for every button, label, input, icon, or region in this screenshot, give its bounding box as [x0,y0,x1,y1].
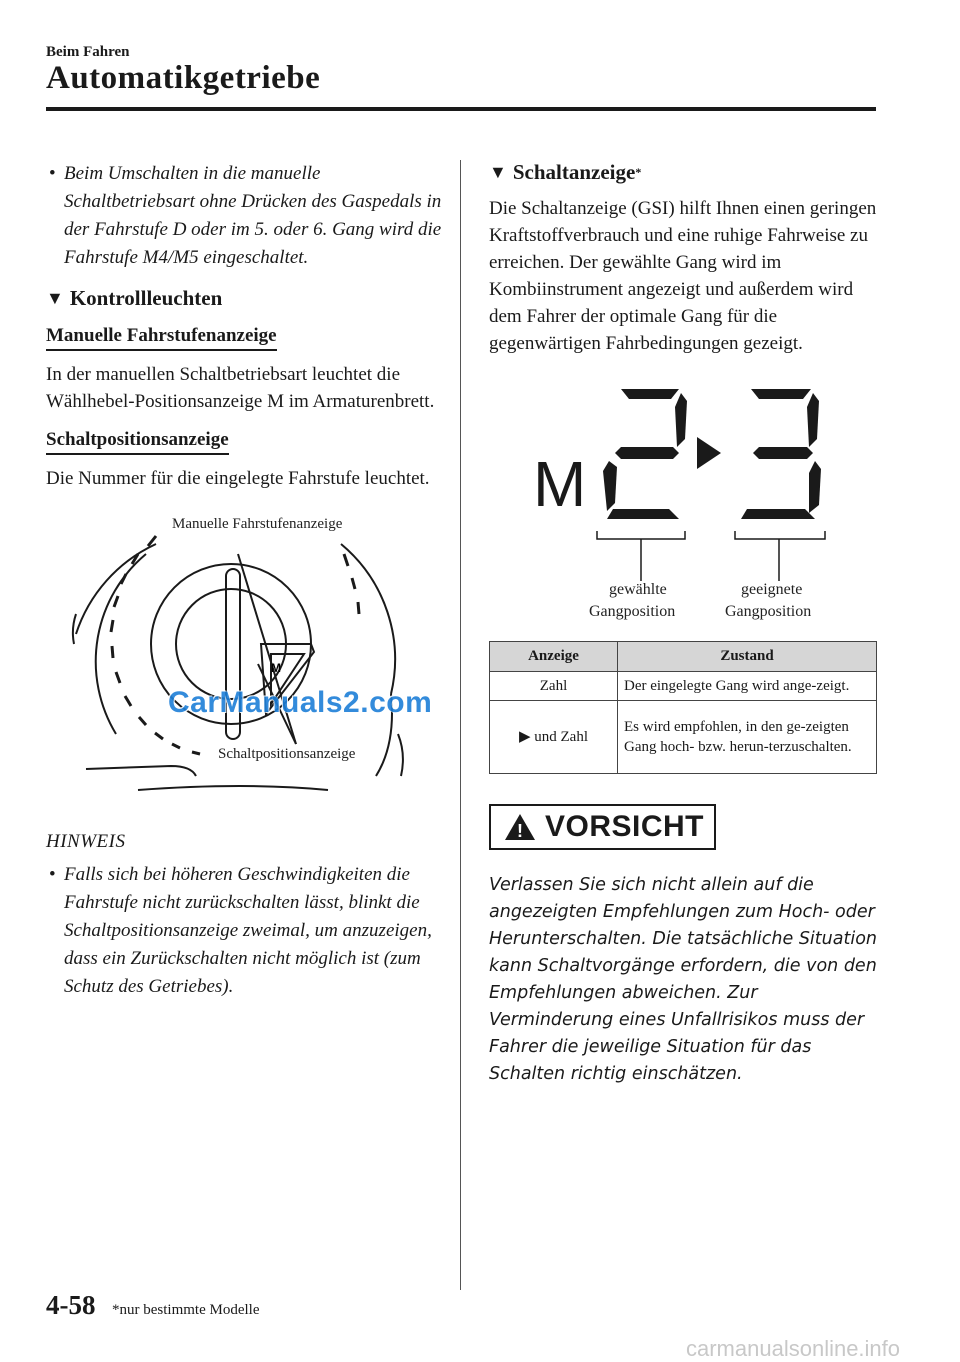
m-indicator-glyph: M [271,661,281,675]
triangle-right-icon: ▶ [518,729,531,745]
note-title: HINWEIS [46,831,126,852]
bullet-dot: • [49,163,56,184]
triangle-down-icon: ▼ [46,288,64,308]
table-header-cell: Zustand [618,642,877,672]
heading-text: Kontrollleuchten [69,286,223,310]
instrument-cluster-figure [46,514,442,809]
warning-exclamation: ! [517,821,523,841]
gear-shift-indicator-figure [489,381,877,621]
label-selected-gear-1: gewählte [609,581,667,598]
heading-schaltanzeige [489,160,877,185]
heading-kontrollleuchten [46,286,442,311]
instrument-cluster-drawing [46,514,442,809]
site-watermark: carmanualsonline.info [686,1336,901,1361]
caution-label [489,804,716,850]
table-header-row [490,642,877,672]
table-row [490,701,877,774]
column-divider [460,160,461,1290]
warning-triangle-icon [503,812,537,842]
indicator-state-table [489,641,877,774]
paragraph: Die Schaltanzeige (GSI) hilft Ihnen einen geringen Kraftstoffverbrauch und eine ruhige Fahrweise zu erreichen. Der gewählte Gang wird im Kombiinstrument angezeigt und außerdem wird dem Fahrer der optimale Gang für die gegenwärtigen Fahrbedingungen gezeigt. [489,198,877,354]
table-cell: Zahl [490,672,618,701]
bullet-dot: • [49,864,56,885]
manual-mode-glyph: M [533,448,587,520]
figure-label-top: Manuelle Fahrstufenanzeige [172,516,343,532]
figure-label-bottom: Schaltpositionsanzeige [218,746,356,762]
table-header-cell: Anzeige [490,642,618,672]
label-suitable-gear-1: geeignete [741,581,803,598]
label-selected-gear-2: Gangposition [589,603,676,620]
table-cell: Es wird empfohlen, in den ge-zeigten Gang hoch- bzw. herun-terzuschalten. [618,701,877,774]
page-title: Automatikgetriebe [46,60,321,96]
label-suitable-gear-2: Gangposition [725,603,812,620]
section-label: Beim Fahren [46,44,130,60]
footnote-mark: * [635,165,642,179]
right-column [489,160,877,1088]
subheading-manuelle-fahrstufenanzeige: Manuelle Fahrstufenanzeige [46,325,277,351]
paragraph: In der manuellen Schaltbetriebsart leuchtet die Wählhebel-Positionsanzeige M im Armaturenbrett. [46,364,435,412]
triangle-down-icon: ▼ [489,162,507,182]
bullet-text: Beim Umschalten in die manuelle Schaltbetriebsart ohne Drücken des Gaspedals in der Fahrstufe D oder im 5. oder 6. Gang wird die Fahrstufe M4/M5 eingeschaltet. [64,163,442,268]
caution-text: Verlassen Sie sich nicht allein auf die angezeigten Empfehlungen zum Hoch- oder Herunterschalten. Die tatsächliche Situation kann Schaltvorgänge erfordern, die von den Empfehlungen abweichen. Zur Verminderung eines Unfallrisikos muss der Fahrer die jeweilige Situation für das Schalten richtig einschätzen. [489,875,877,1084]
table-cell [490,701,618,774]
left-column [46,160,442,1001]
paragraph: Die Nummer für die eingelegte Fahrstufe leuchtet. [46,468,430,489]
page-number: 4-58 [46,1290,96,1320]
table-row [490,672,877,701]
caution-word: VORSICHT [545,810,705,843]
note-text: Falls sich bei höheren Geschwindigkeiten die Fahrstufe nicht zurückschalten lässt, blinkt die Schaltpositionsanzeige zweimal, um anzuzeigen, dass ein Zurückschalten nicht möglich ist (zum Schutz des Getriebes). [64,864,432,997]
footnote: *nur bestimmte Modelle [112,1302,260,1318]
table-cell: Der eingelegte Gang wird ange-zeigt. [618,672,877,701]
watermark: CarManuals2.com [168,686,433,719]
heading-text: Schaltanzeige [512,160,636,184]
table-cell-text: und Zahl [534,729,589,745]
title-rule [46,107,876,111]
subheading-schaltpositionsanzeige: Schaltpositionsanzeige [46,429,229,455]
bullet-item [46,160,442,272]
gear-shift-indicator-drawing [489,381,877,621]
note-item [46,861,442,1001]
